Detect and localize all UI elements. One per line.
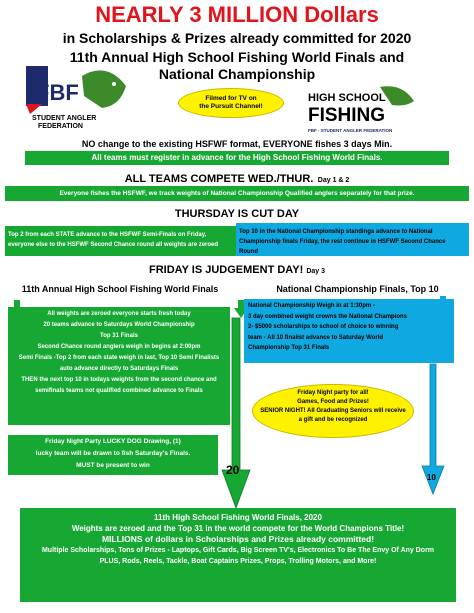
subtitle-line-1: in Scholarships & Prizes already committed for 2020: [62, 30, 412, 46]
final-line-4: Multiple Scholarships, Tons of Prizes - Laptops, Gift Cards, Big Screen TV's, Electronics To Be The Envy Of Any Dorm: [41, 547, 435, 554]
logo-line-2: FISHING: [308, 105, 386, 126]
lucky-dog-box: [8, 435, 218, 475]
wed-thur-banner: Everyone fishes the HSFWF, we track weights of National Championship Qualified anglers separately for that prize.: [5, 186, 469, 201]
nc-line-4: team - All 10 finalist advance to Saturday World: [248, 334, 384, 341]
register-banner: All teams must register in advance for the High School Fishing World Finals.: [25, 151, 449, 165]
party-line-1: Friday Night party for all!: [297, 390, 369, 396]
lucky-line-1: Friday Night Party LUCKY DOG Drawing, (1): [45, 438, 181, 445]
thursday-left-line-2: everyone else to the HSFWF Second Chance round all weights are zeroed: [8, 242, 219, 248]
nc-line-5: Championship Top 31 Finals: [248, 345, 330, 351]
world-finals-column-title: 11th Annual High School Fishing World Finals: [21, 284, 219, 294]
tv-badge-line-2: the Pursuit Channel!: [199, 103, 263, 110]
party-line-4: a gift and be recognized: [298, 417, 368, 423]
logo-initials: FBF: [36, 80, 79, 105]
wf-line-8: semifinals teams not qualified combined advance to Finals: [35, 388, 203, 394]
national-championship-column-title: National Championship Finals, Top 10: [276, 284, 439, 294]
friday-party-badge: [252, 384, 414, 438]
party-line-3: SENIOR NIGHT! All Graduating Seniors will receive: [260, 408, 406, 414]
final-line-1: 11th High School Fishing World Finals, 2020: [154, 513, 322, 522]
format-notice: NO change to the existing HSFWF format, EVERYONE fishes 3 days Min.: [81, 139, 393, 149]
nc-line-3: 2- $5000 scholarships to school of choice to winning: [248, 324, 399, 330]
logo-caption: FBF · STUDENT ANGLER FEDERATION: [308, 128, 393, 133]
final-line-5: PLUS, Rods, Reels, Tackle, Boat Captains Prizes, Props, Trolling Motors, and More!: [99, 558, 377, 565]
wed-thur-days: Day 1 & 2: [317, 177, 350, 184]
wf-line-3: Top 31 Finals: [100, 333, 138, 339]
world-finals-box: [8, 307, 230, 425]
nc-line-2: 3 day combined weight crowns the National Champions: [248, 313, 408, 320]
lucky-line-2: lucky team will be drawn to fish Saturday's Finals.: [35, 450, 191, 457]
nc-line-1: National Championship Weigh in at 1:30pm -: [248, 303, 375, 309]
subtitle-line-3: National Championship: [158, 66, 316, 82]
logo-caption-1: STUDENT ANGLER: [32, 115, 97, 122]
wf-line-7: THEN the next top 10 in todays weights from the second chance and: [21, 377, 217, 383]
world-finals-saturday-box: [20, 508, 456, 602]
wf-line-2: 20 teams advance to Saturdays World Championship: [43, 322, 195, 328]
party-line-2: Games, Food and Prizes!: [297, 399, 369, 405]
green-arrow-label: 20: [226, 463, 240, 477]
final-line-3: MILLIONS of dollars in Scholarships and Prizes already committed!: [101, 534, 375, 544]
logo-line-1: HIGH SCHOOL: [308, 92, 386, 104]
main-title: NEARLY 3 MILLION Dollars: [95, 2, 379, 27]
national-championship-box: [244, 299, 454, 363]
tv-badge-line-1: Filmed for TV on: [205, 94, 257, 102]
wf-line-1: All weights are zeroed everyone starts fresh today: [47, 311, 191, 317]
wf-line-4: Second Chance round anglers weigh in begins at 2:00pm: [37, 344, 201, 350]
wf-line-6: auto advance directly to Saturdays Finals: [59, 366, 179, 372]
subtitle-line-2: 11th Annual High School Fishing World Finals and: [69, 49, 405, 65]
friday-heading-text: FRIDAY IS JUDGEMENT DAY!: [149, 264, 304, 276]
logo-caption-2: FEDERATION: [38, 123, 83, 130]
wf-line-5: Semi Finals -Top 2 from each state weigh in last, Top 10 Semi Finalists: [18, 355, 220, 361]
wed-thur-heading-text: ALL TEAMS COMPETE WED./THUR.: [124, 173, 314, 185]
thursday-heading: THURSDAY IS CUT DAY: [174, 208, 300, 220]
thursday-right-line-2: Championship finals Friday, the rest continue in HSFWF Second Chance Round: [239, 239, 446, 255]
final-line-2: Weights are zeroed and the Top 31 in the world compete for the World Champions Title!: [71, 524, 405, 533]
blue-arrow-label: 10: [427, 473, 436, 482]
thursday-right-line-1: Top 10 in the National Championship standings advance to National: [239, 229, 433, 235]
thursday-left-line-1: Top 2 from each STATE advance to the HSFWF Semi-Finals on Friday,: [8, 232, 207, 238]
friday-day: Day 3: [306, 268, 325, 275]
lucky-line-3: MUST be present to win: [76, 462, 150, 469]
